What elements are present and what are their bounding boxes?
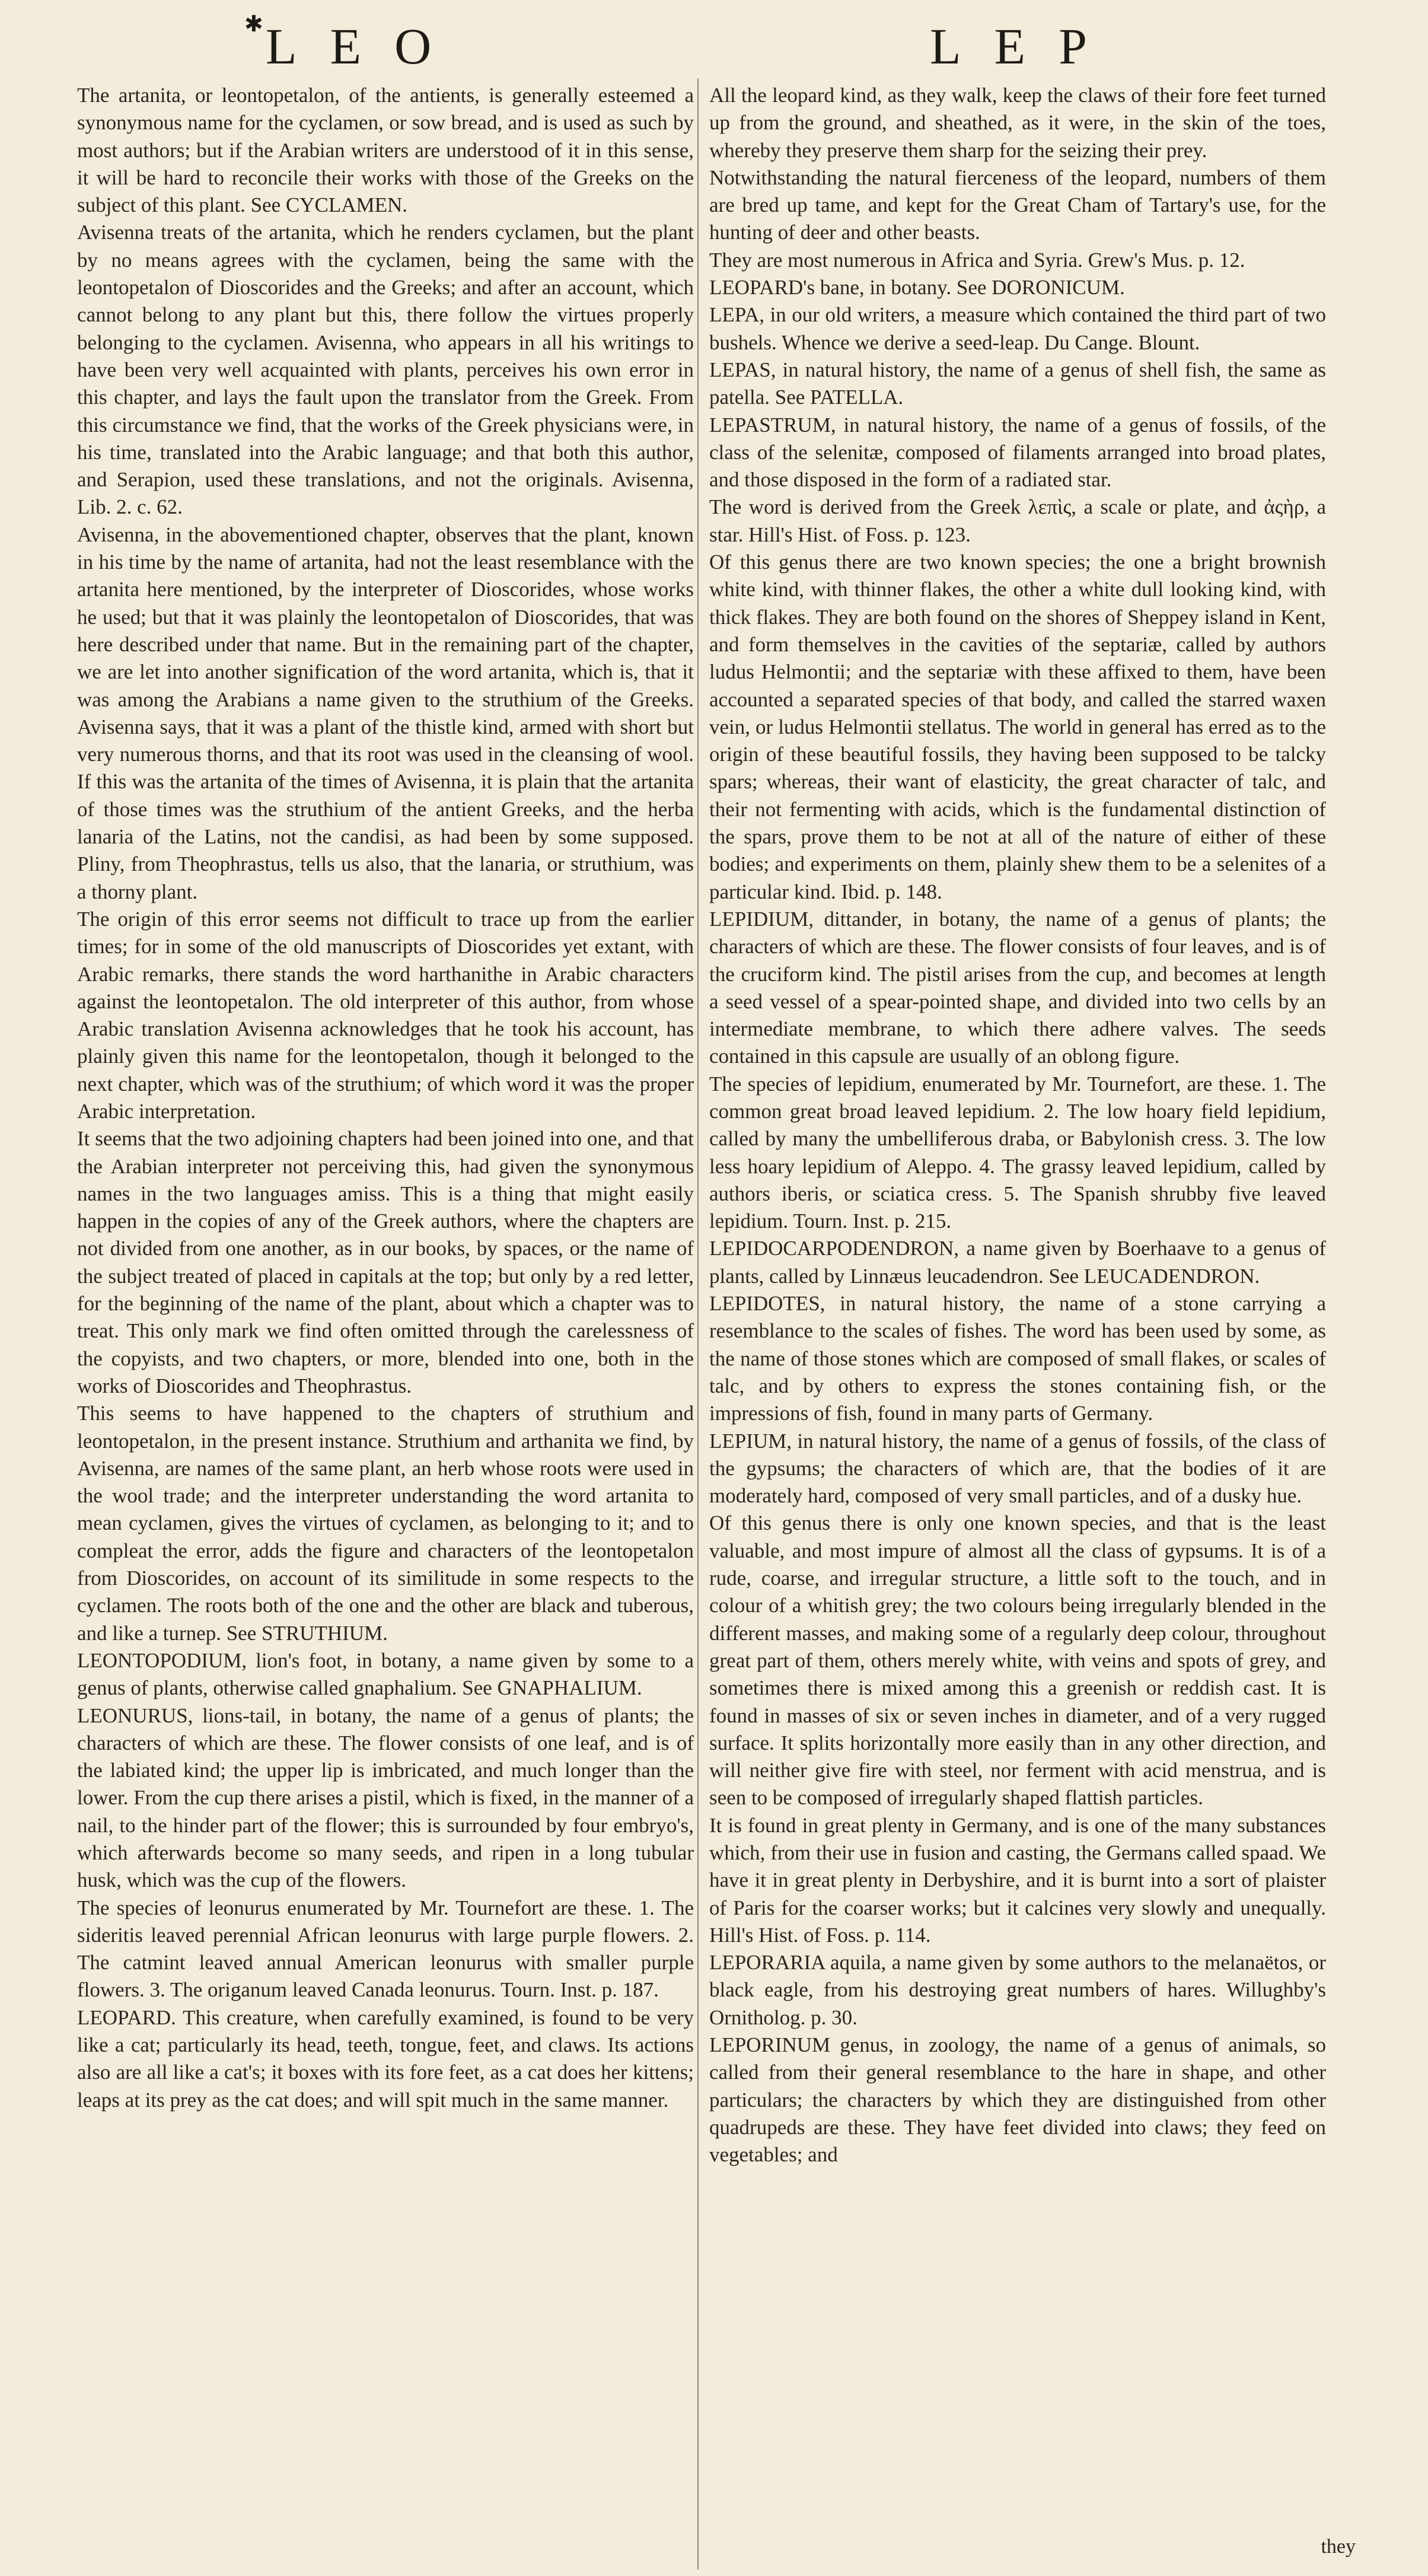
entry-leporinum: LEPORINUM genus, in zoology, the name of a genus of animals, so called from their general resemblance to the hare in shape, and other particulars; the characters by which they are distinguished from other quadrupeds are these. They have feet divided into claws; they feed on vegetables; and <box>709 2033 1326 2167</box>
entry-leonurus: LEONURUS, lions-tail, in botany, the name of a genus of plants; the characters of which are these. The flower consists of one leaf, and is of the labiated kind; the upper lip is imbricated, and much longer than the lower. From the cup there arises a pistil, which is fixed, in the manner of a nail, to the hinder part of the flower; this is surrounded by four embryo's, which afterwards become so many seeds, and ripen in a long tubular husk, which was the cup of the flowers. <box>77 1703 694 1892</box>
paragraph: This seems to have happened to the chapters of struthium and leontopetalon, in the present instance. Struthium and arthanita we find, by Avisenna, are names of the same plant, an herb whose roots were used in the wool trade; and the interpreter understanding the word artanita to mean cyclamen, gives the virtues of cyclamen, as belonging to it; and to compleat the error, adds the figure and characters of the leontopetalon from Dioscorides, on account of its similitude in some respects to the cyclamen. The roots both of the one and the other are black and tuberous, and like a turnep. See STRUTHIUM. <box>77 1402 694 1645</box>
paragraph: The word is derived from the Greek λεπὶς, a scale or plate, and ἀςὴρ, a star. Hill's Hist. of Foss. p. 123. <box>709 495 1326 546</box>
asterisk-mark: ✱ <box>244 12 263 37</box>
paragraph: The species of leonurus enumerated by Mr. Tournefort are these. 1. The sideritis leaved perennial African leonurus with large purple flowers. 2. The catmint leaved annual American leonurus with smaller purple flowers. 3. The origanum leaved Canada leonurus. Tourn. Inst. p. 187. <box>77 1896 694 2002</box>
entry-leopards-bane: LEOPARD's bane, in botany. See DORONICUM. <box>709 276 1125 300</box>
entry-leopard: LEOPARD. This creature, when carefully examined, is found to be very like a cat; particularly its head, teeth, tongue, feet, and claws. Its actions also are all like a cat's; it boxes with its fore feet, as a cat does her kittens; leaps at its prey as the cat does; and will spit much in the same manner. <box>77 2005 694 2112</box>
left-column <box>77 82 694 2114</box>
entry-lepidotes: LEPIDOTES, in natural history, the name of a stone carrying a resemblance to the scales of fishes. The word has been used by some, as the name of those stones which are composed of small flakes, or scales of talc, and by others to express the stones containing fish, or the impressions of fish, found in many parts of Germany. <box>709 1292 1326 1425</box>
left-running-head: LEO <box>266 18 465 75</box>
column-divider <box>697 78 699 2569</box>
paragraph: It is found in great plenty in Germany, and is one of the many substances which, from their use in fusion and casting, the Germans called spaad. We have it in great plenty in Derbyshire, and it is burnt into a sort of plaister of Paris for the coarser works; but it calcines very slowly and unequally. Hill's Hist. of Foss. p. 114. <box>709 1813 1326 1947</box>
entry-lepa: LEPA, in our old writers, a measure which contained the third part of two bushels. Whence we derive a seed-leap. Du Cange. Blount. <box>709 303 1326 354</box>
right-running-head: LEP <box>930 18 1120 75</box>
entry-lepas: LEPAS, in natural history, the name of a genus of shell fish, the same as patella. See PATELLA. <box>709 358 1326 409</box>
catchword: they <box>1321 2536 1356 2558</box>
paragraph: All the leopard kind, as they walk, keep the claws of their fore feet turned up from the ground, and sheathed, as it were, in the skin of the toes, whereby they preserve them sharp for the seizing their prey. <box>709 84 1326 162</box>
entry-leporaria: LEPORARIA aquila, a name given by some authors to the melanaëtos, or black eagle, from his destroying great numbers of hares. Willughby's Ornitholog. p. 30. <box>709 1951 1326 2029</box>
entry-lepidocarpodendron: LEPIDOCARPODENDRON, a name given by Boerhaave to a genus of plants, called by Linnæus leucadendron. See LEUCADENDRON. <box>709 1237 1326 1288</box>
paragraph: Of this genus there are two known species; the one a bright brownish white kind, with thinner flakes, the other a white dull looking kind, with thick flakes. They are both found on the shores of Sheppey island in Kent, and form themselves in the cavities of the septariæ, called by authors ludus Helmontii; and the septariæ with these affixed to them, have been accounted a separated species of that body, and called the starred waxen vein, or ludus Helmontii stellatus. The world in general has erred as to the origin of these beautiful fossils, they having been supposed to be talcky spars; whereas, their want of elasticity, the great character of talc, and their not fermenting with acids, which is the fundamental distinction of the spars, prove them to be not at all of the nature of either of these bodies; and experiments on them, plainly shew them to be a selenites of a particular kind. Ibid. p. 148. <box>709 550 1326 903</box>
paragraph: It seems that the two adjoining chapters had been joined into one, and that the Arabian interpreter not perceiving this, had given the synonymous names in the two languages amiss. This is a thing that might easily happen in the copies of any of the Greek authors, where the chapters are not divided from one another, as in our books, by spaces, or the name of the subject treated of placed in capitals at the top; but only by a red letter, for the beginning of the name of the plant, about which a chapter was to treat. This only mark we find often omitted through the carelessness of the copyists, and two chapters, or more, blended into one, both in the works of Dioscorides and Theophrastus. <box>77 1127 694 1397</box>
paragraph: The origin of this error seems not difficult to trace up from the earlier times; for in some of the old manuscripts of Dioscorides yet extant, with Arabic remarks, there stands the word harthanithe in Arabic characters against the leontopetalon. The old interpreter of this author, from whose Arabic translation Avisenna acknowledges that he took his account, has plainly given this name for the leontopetalon, though it belonged to the next chapter, which was of the struthium; of which word it was the proper Arabic interpretation. <box>77 907 694 1123</box>
entry-lepium: LEPIUM, in natural history, the name of a genus of fossils, of the class of the gypsums; the characters of which are, that the bodies of it are moderately hard, composed of very small particles, and of a dusky hue. <box>709 1429 1326 1508</box>
paragraph: They are most numerous in Africa and Syria. Grew's Mus. p. 12. <box>709 248 1245 272</box>
paragraph: Notwithstanding the natural fierceness of the leopard, numbers of them are bred up tame, and kept for the Great Cham of Tartary's use, for the hunting of deer and other beasts. <box>709 165 1326 244</box>
entry-lepastrum: LEPASTRUM, in natural history, the name of a genus of fossils, of the class of the selenitæ, composed of filaments arranged into broad plates, and those disposed in the form of a radiated star. <box>709 413 1326 492</box>
paragraph: The species of lepidium, enumerated by Mr. Tournefort, are these. 1. The common great broad leaved lepidium. 2. The low hoary field lepidium, called by many the umbelliferous draba, or Babylonish cress. 3. The low less hoary lepidium of Aleppo. 4. The grassy leaved lepidium, called by authors iberis, or sciatica cress. 5. The Spanish shrubby five leaved lepidium. Tourn. Inst. p. 215. <box>709 1072 1326 1233</box>
paragraph: The artanita, or leontopetalon, of the antients, is generally esteemed a synonymous name for the cyclamen, or sow bread, and is used as such by most authors; but if the Arabian writers are understood of it in this sense, it will be hard to reconcile their works with those of the Greeks on the subject of this plant. See CYCLAMEN. <box>77 84 694 217</box>
entry-leontopodium: LEONTOPODIUM, lion's foot, in botany, a name given by some to a genus of plants, otherwise called gnaphalium. See GNAPHALIUM. <box>77 1648 694 1700</box>
paragraph: Avisenna, in the abovementioned chapter, observes that the plant, known in his time by the name of artanita, had not the least resemblance with the artanita here mentioned, by the interpreter of Dioscorides, whose works he used; but that it was plainly the leontopetalon of Dioscorides, that was here described under that name. But in the remaining part of the chapter, we are let into another signification of the word artanita, which is, that it was among the Arabians a name given to the struthium of the Greeks. Avisenna says, that it was a plant of the thistle kind, armed with short but very numerous thorns, and that its root was used in the cleansing of wool. If this was the artanita of the times of Avisenna, it is plain that the artanita of those times was the struthium of the antient Greeks, and the herba lanaria of the Latins, not the candisi, as had been by some supposed. Pliny, from Theophrastus, tells us also, that the lanaria, or struthium, was a thorny plant. <box>77 523 694 903</box>
entry-lepidium: LEPIDIUM, dittander, in botany, the name of a genus of plants; the characters of which are these. The flower consists of four leaves, and is of the cruciform kind. The pistil arises from the cup, and becomes at length a seed vessel of a spear-pointed shape, and divided into two cells by an intermediate membrane, to which there adhere valves. The seeds contained in this capsule are usually of an oblong figure. <box>709 907 1326 1068</box>
right-column <box>709 82 1326 2169</box>
paragraph: Of this genus there is only one known species, and that is the least valuable, and most impure of almost all the class of gypsums. It is of a rude, coarse, and irregular structure, a little soft to the touch, and in colour of a whitish grey; the two colours being irregularly blended in the different masses, and making some of a regularly deep colour, throughout great part of them, others merely white, with veins and spots of grey, and sometimes there is mixed among this a greenish or reddish cast. It is found in masses of six or seven inches in diameter, and of a very rugged surface. It splits horizontally more easily than in any other direction, and will neither give fire with steel, nor ferment with acid menstrua, and is seen to be composed of irregularly shaped flattish particles. <box>709 1511 1326 1810</box>
paragraph: Avisenna treats of the artanita, which he renders cyclamen, but the plant by no means agrees with the cyclamen, being the same with the leontopetalon of Dioscorides and the Greeks; and after an account, which cannot belong to any plant but this, there follow the virtues properly belonging to the cyclamen. Avisenna, who appears in all his writings to have been very well acquainted with plants, perceives his own error in this chapter, and lays the fault upon the translator from the Greek. From this circumstance we find, that the works of the Greek physicians were, in his time, translated into the Arabic language; and that both this author, and Serapion, used these translations, and not the originals. Avisenna, Lib. 2. c. 62. <box>77 221 694 519</box>
